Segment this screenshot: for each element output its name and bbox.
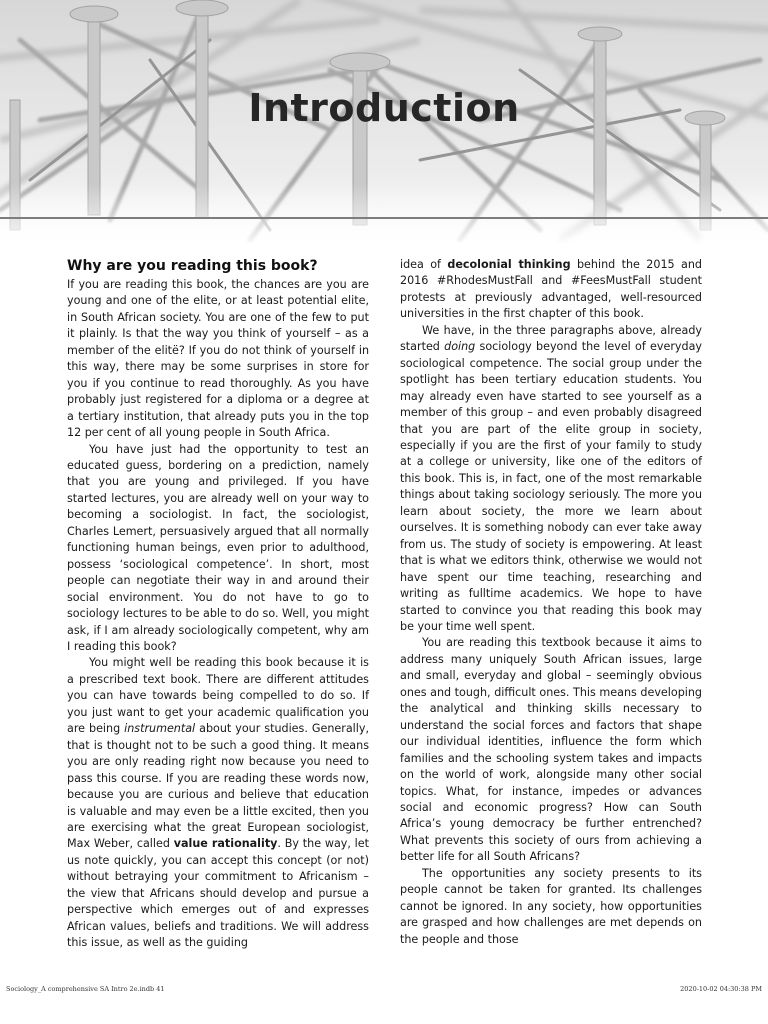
chapter-banner-image	[0, 0, 768, 245]
paragraph: You are reading this textbook because it aims to address many uniquely South African issues, large and small, everyday and global – seemingly obvious ones and tough, difficult ones. This means developing the analytical and thinking skills necessary to understand the social forces and factors that shape our individual identities, influence the form which families and the schooling system takes and impacts on the world of work, alongside many other social topics. What, for instance, impedes or advances social and economic progress? How can South Africa’s young democracy be further entrenched? What prevents this society of ours from achieving a better life for all South Africans?	[400, 636, 702, 864]
emphasis-doing: doing	[444, 340, 476, 354]
paragraph: The opportunities any society presents to its people cannot be taken for granted. Its challenges cannot be ignored. In any society, how opportunities are grasped and how challenges are met depends on the people and those	[400, 866, 702, 946]
paragraph: idea of decolonial thinking behind the 2015 and 2016 #RhodesMustFall and #FeesMustFall student protests at previously advantaged, well-resourced universities in the first chapter of this book.	[400, 258, 702, 321]
paragraph: We have, in the three paragraphs above, already started doing sociology beyond the level of everyday sociological competence. The social group under the spotlight has been tertiary education students. You may already even have started to see yourself as a member of this group – and even probably disagreed that you are part of the elite group in society, especially if you are the first of your family to study at a college or university, like one of the editors of this book. This is, in fact, one of the most remarkable things about taking sociology seriously. The more you learn about society, the more we learn about ourselves. It is something nobody can ever take away from us. The study of society is empowering. At least that is what we editors think, otherwise we would not have spent our time teaching, researching and writing as fulltime academics. We hope to have started to convince you that reading this book may be your time well spent.	[400, 323, 702, 633]
paragraph: You have just had the opportunity to test an educated guess, bordering on a prediction, namely that you are young and privileged. If you have started lectures, you are already well on your way to becoming a sociologist. In fact, the sociologist, Charles Lemert, persuasively argued that all normally functioning human beings, even prior to adulthood, possess ‘sociological competence’. In short, most people can negotiate their way in and around their social environment. You do not have to go to sociology lectures to be able to do so. Well, you might ask, if I am already sociologically competent, why am I reading this book?	[67, 442, 370, 653]
banner-divider	[0, 217, 768, 219]
emphasis-instrumental: instrumental	[124, 722, 196, 736]
chapter-title: Introduction	[248, 86, 520, 130]
paragraph: You might well be reading this book because it is a prescribed text book. There are different attitudes you can have towards being compelled to do so. If you just want to get your academic qualification you are being instrumental about your studies. Generally, that is thought not to be such a good thing. It means you are only reading right now because you need to pass this course. If you are reading these words now, because you are curious and believe that education is valuable and may even be a little excited, then you are exercising what the great European sociologist, Max Weber, called value rationality. By the way, let us note quickly, you can accept this concept (or not) without betraying your commitment to Africanism – the view that Africans should develop and pursue a perspective which emerges out of and expresses African values, beliefs and traditions. We will address this issue, as well as the guiding	[67, 656, 369, 950]
print-slug-timestamp: 2020-10-02 04:30:38 PM	[680, 985, 762, 993]
paragraph: If you are reading this book, the chances are you are young and one of the elite, or at least potential elite, in South African society. You are one of the few to put it plainly. Is that the way you think of yourself – as a member of the elitë? If you do not think of yourself in this way, there may be some surprises in store for you if you continue to read thoroughly. As you have probably just registered for a diploma or a degree at a tertiary institution, that already puts you in the top 12 per cent of all young people in South Africa.	[67, 278, 369, 440]
print-slug-filename: Sociology_A comprehensive SA Intro 2e.indb 41	[6, 985, 165, 993]
left-column	[67, 256, 369, 952]
section-heading: Why are you reading this book?	[67, 258, 318, 274]
term-decolonial-thinking: decolonial thinking	[447, 258, 571, 271]
term-value-rationality: value rationality	[173, 837, 278, 851]
right-column	[400, 257, 702, 948]
